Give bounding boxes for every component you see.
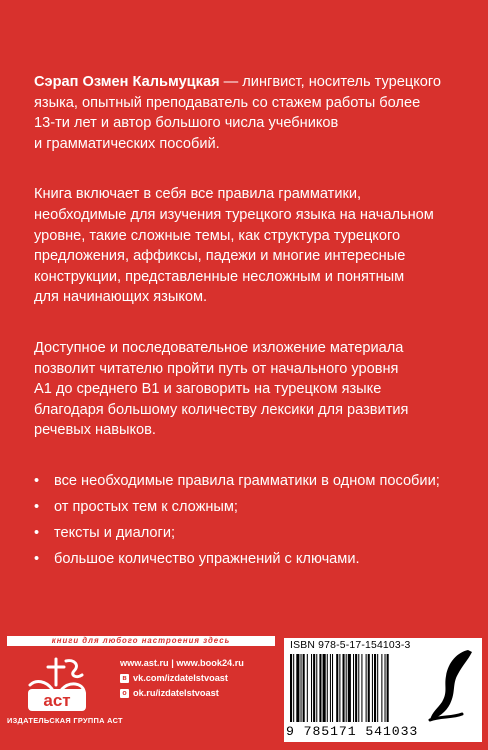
- level-line: позволит читателю пройти путь от начального уровня: [34, 360, 399, 377]
- level-line: Доступное и последовательное изложение материала: [34, 339, 404, 356]
- quill-logo: [428, 646, 476, 726]
- publisher-name: ИЗДАТЕЛЬСКАЯ ГРУППА АСТ: [7, 716, 123, 725]
- bullet-marker: •: [34, 551, 40, 568]
- list-item-text: большое количество упражнений с ключами.: [54, 551, 360, 568]
- description-line: необходимые для изучения турецкого языка на начальном: [34, 206, 434, 223]
- list-item-text: все необходимые правила грамматики в одном пособии;: [54, 472, 440, 489]
- author-line-3: 13-ти лет и автор большого числа учебников: [34, 115, 339, 132]
- level-line: речевых навыков.: [34, 422, 156, 439]
- list-item: [34, 497, 454, 518]
- description-line: предложения, аффиксы, падежи и многие интересные: [34, 248, 406, 265]
- list-item: [34, 523, 454, 544]
- author-paragraph: [34, 72, 454, 154]
- author-line-4: и грамматических пособий.: [34, 135, 220, 152]
- list-item: [34, 471, 454, 492]
- logo-text: аст: [43, 691, 71, 710]
- isbn-number: ISBN 978-5-17-154103-3: [290, 640, 411, 651]
- vk-link[interactable]: vk.com/izdatelstvoast: [133, 673, 228, 683]
- bullet-marker: •: [34, 472, 40, 489]
- description-line: уровне, такие сложные темы, как структура турецкого: [34, 227, 401, 244]
- list-item: [34, 549, 454, 570]
- features-list: [34, 471, 454, 570]
- barcode-image: [290, 654, 420, 724]
- ok-row: [120, 686, 244, 701]
- level-line: благодаря большому количеству лексики для развития: [34, 401, 409, 418]
- ast-logo: [22, 655, 92, 713]
- level-paragraph: [34, 338, 454, 441]
- websites-link[interactable]: www.ast.ru | www.book24.ru: [120, 658, 244, 668]
- vk-row: [120, 671, 244, 686]
- book-description-paragraph: [34, 184, 454, 308]
- isbn-barcode-box: [284, 638, 482, 742]
- barcode-digits: 9 785171 541033: [286, 724, 419, 739]
- list-item-text: от простых тем к сложным;: [54, 499, 238, 515]
- publisher-links: [120, 656, 244, 701]
- websites-row: [120, 656, 244, 671]
- description-line: для начинающих языком.: [34, 289, 208, 306]
- description-line: Книга включает в себя все правила грамматики,: [34, 186, 362, 203]
- bullet-marker: •: [34, 499, 40, 515]
- list-item-text: тексты и диалоги;: [54, 525, 176, 542]
- back-cover-text: [34, 72, 454, 575]
- ok-icon: о: [120, 689, 129, 698]
- author-line-2: языка, опытный преподаватель со стажем работы более: [34, 94, 421, 111]
- vk-icon: в: [120, 674, 129, 683]
- bullet-marker: •: [34, 525, 40, 542]
- author-name: Сэрап Озмен Кальмуцкая: [34, 74, 220, 90]
- author-line-1: — лингвист, носитель турецкого: [219, 74, 442, 90]
- ok-link[interactable]: ok.ru/izdatelstvoast: [133, 688, 219, 698]
- publisher-tagline: книги для любого настроения здесь: [7, 636, 275, 646]
- description-line: конструкции, представленные несложным и понятным: [34, 268, 405, 285]
- level-line: А1 до среднего В1 и заговорить на турецком языке: [34, 381, 382, 398]
